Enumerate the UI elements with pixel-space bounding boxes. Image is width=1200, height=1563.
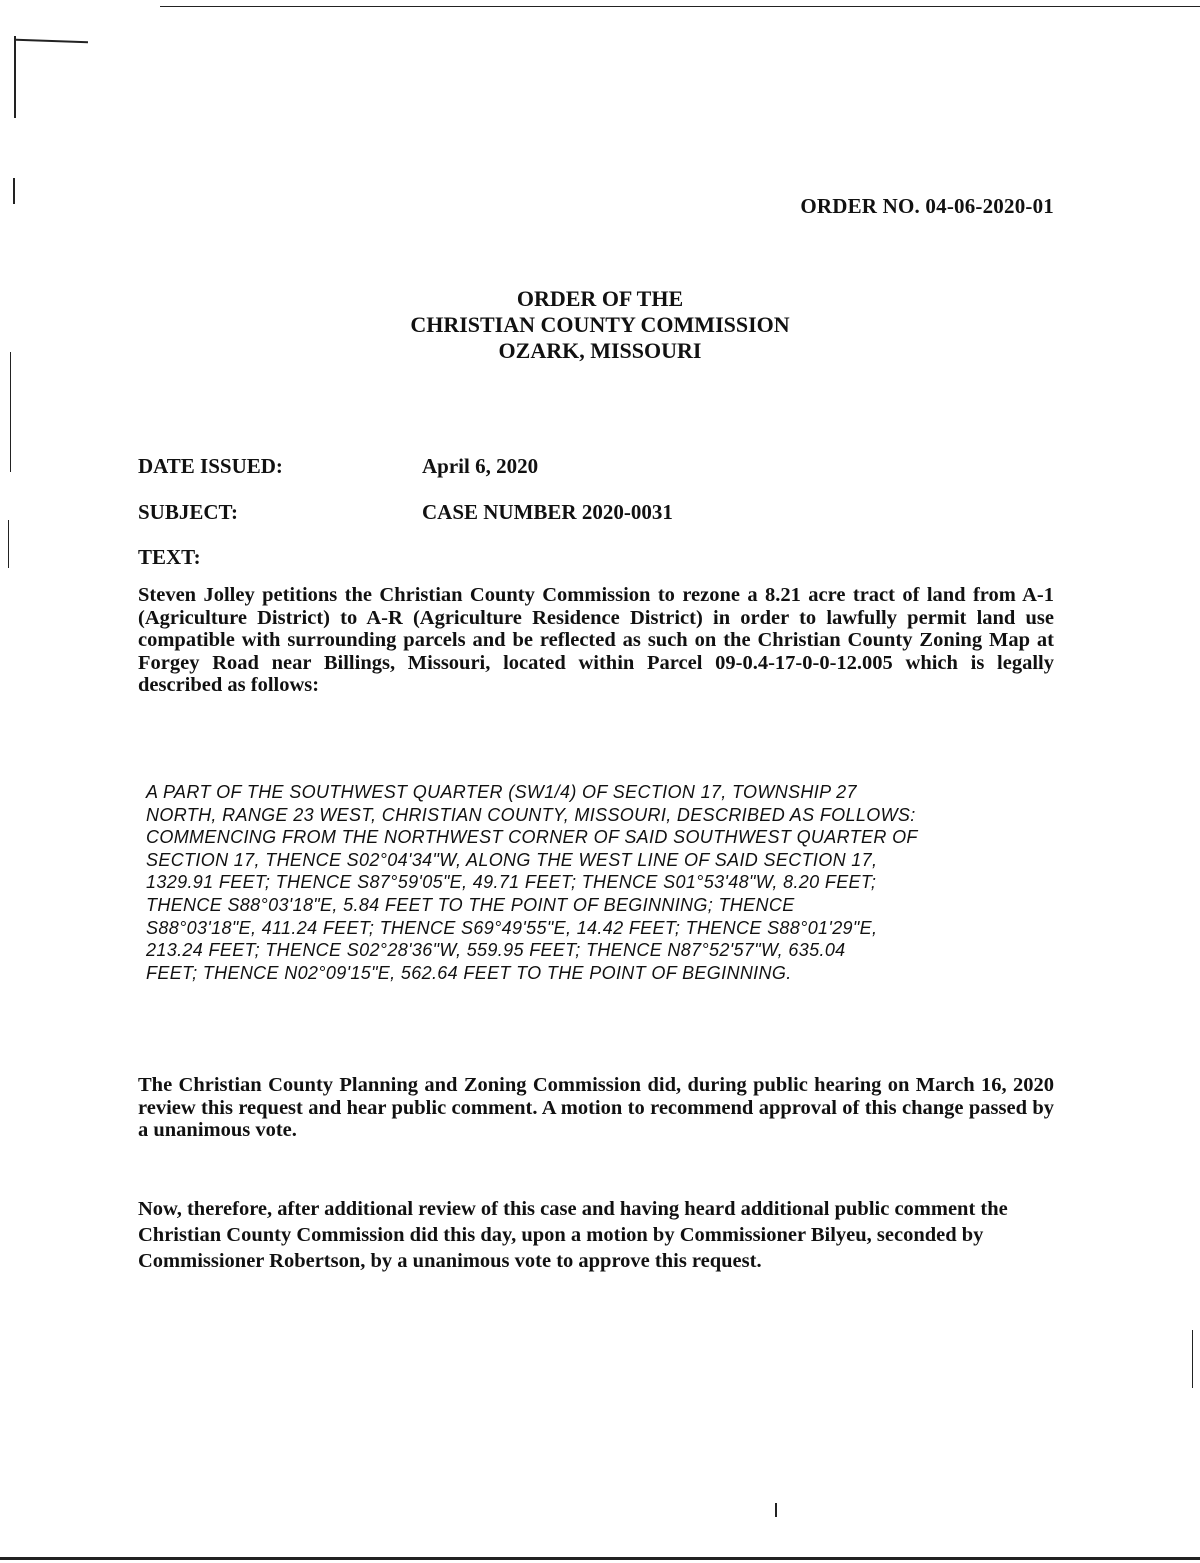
planning-commission-paragraph: The Christian County Planning and Zoning Commission did, during public hearing on March 16, 2020 review this request and hear public comment. A motion to recommend approval of this change passed by a unanimous vote. xyxy=(138,1074,1054,1141)
heading-line-1: ORDER OF THE xyxy=(516,286,684,311)
legal-description-line: COMMENCING FROM THE NORTHWEST CORNER OF SAID SOUTHWEST QUARTER OF xyxy=(146,827,918,848)
date-issued-value: April 6, 2020 xyxy=(422,454,539,478)
scan-mark-left xyxy=(13,178,15,204)
heading-line-3: OZARK, MISSOURI xyxy=(498,338,702,363)
petition-paragraph: Steven Jolley petitions the Christian County Commission to rezone a 8.21 acre tract of land from A-1 (Agriculture District) to A-R (Agriculture Residence District) in order to lawfully permit land use compatible with surrounding parcels and be reflected as such on the Christian County Zoning Map at Forgey Road near Billings, Missouri, located within Parcel 09-0.4-17-0-0-12.005 which is legally described as follows: xyxy=(138,584,1054,696)
subject-value: CASE NUMBER 2020-0031 xyxy=(422,500,673,524)
scan-mark-left xyxy=(10,352,11,472)
legal-description-line: SECTION 17, THENCE S02°04'34"W, ALONG THE WEST LINE OF SAID SECTION 17, xyxy=(146,849,878,870)
heading-line-2: CHRISTIAN COUNTY COMMISSION xyxy=(410,312,790,337)
legal-description-line: 1329.91 FEET; THENCE S87°59'05"E, 49.71 FEET; THENCE S01°53'48"W, 8.20 FEET; xyxy=(146,872,877,893)
legal-description-line: NORTH, RANGE 23 WEST, CHRISTIAN COUNTY, MISSOURI, DESCRIBED AS FOLLOWS: xyxy=(146,804,916,825)
approval-paragraph: Now, therefore, after additional review of this case and having heard additional public comment the Christian County Commission did this day, upon a motion by Commissioner Bilyeu, seconded by Commissioner Robertson, by a unanimous vote to approve this request. xyxy=(138,1198,1008,1272)
scan-mark-corner xyxy=(16,39,88,44)
subject-label: SUBJECT: xyxy=(138,500,238,524)
scan-mark-left xyxy=(8,520,9,568)
date-issued-label: DATE ISSUED: xyxy=(138,454,283,478)
legal-description xyxy=(146,781,1016,984)
scan-mark-right xyxy=(1192,1330,1193,1388)
legal-description-line: A PART OF THE SOUTHWEST QUARTER (SW1/4) OF SECTION 17, TOWNSHIP 27 xyxy=(146,782,857,802)
scan-line-bottom xyxy=(0,1557,1200,1560)
document-heading xyxy=(0,286,1200,364)
scan-mark-bottom xyxy=(775,1503,777,1517)
legal-description-line: THENCE S88°03'18"E, 5.84 FEET TO THE POINT OF BEGINNING; THENCE xyxy=(146,894,795,915)
legal-description-line: 213.24 FEET; THENCE S02°28'36"W, 559.95 FEET; THENCE N87°52'57"W, 635.04 xyxy=(146,940,846,961)
order-number: ORDER NO. 04-06-2020-01 xyxy=(800,194,1054,218)
legal-description-line: FEET; THENCE N02°09'15"E, 562.64 FEET TO THE POINT OF BEGINNING. xyxy=(146,962,792,983)
scan-mark-corner xyxy=(14,36,16,118)
legal-description-line: S88°03'18"E, 411.24 FEET; THENCE S69°49'55"E, 14.42 FEET; THENCE S88°01'29"E, xyxy=(146,917,878,938)
scan-line-top xyxy=(160,6,1200,7)
text-label: TEXT: xyxy=(138,545,201,569)
